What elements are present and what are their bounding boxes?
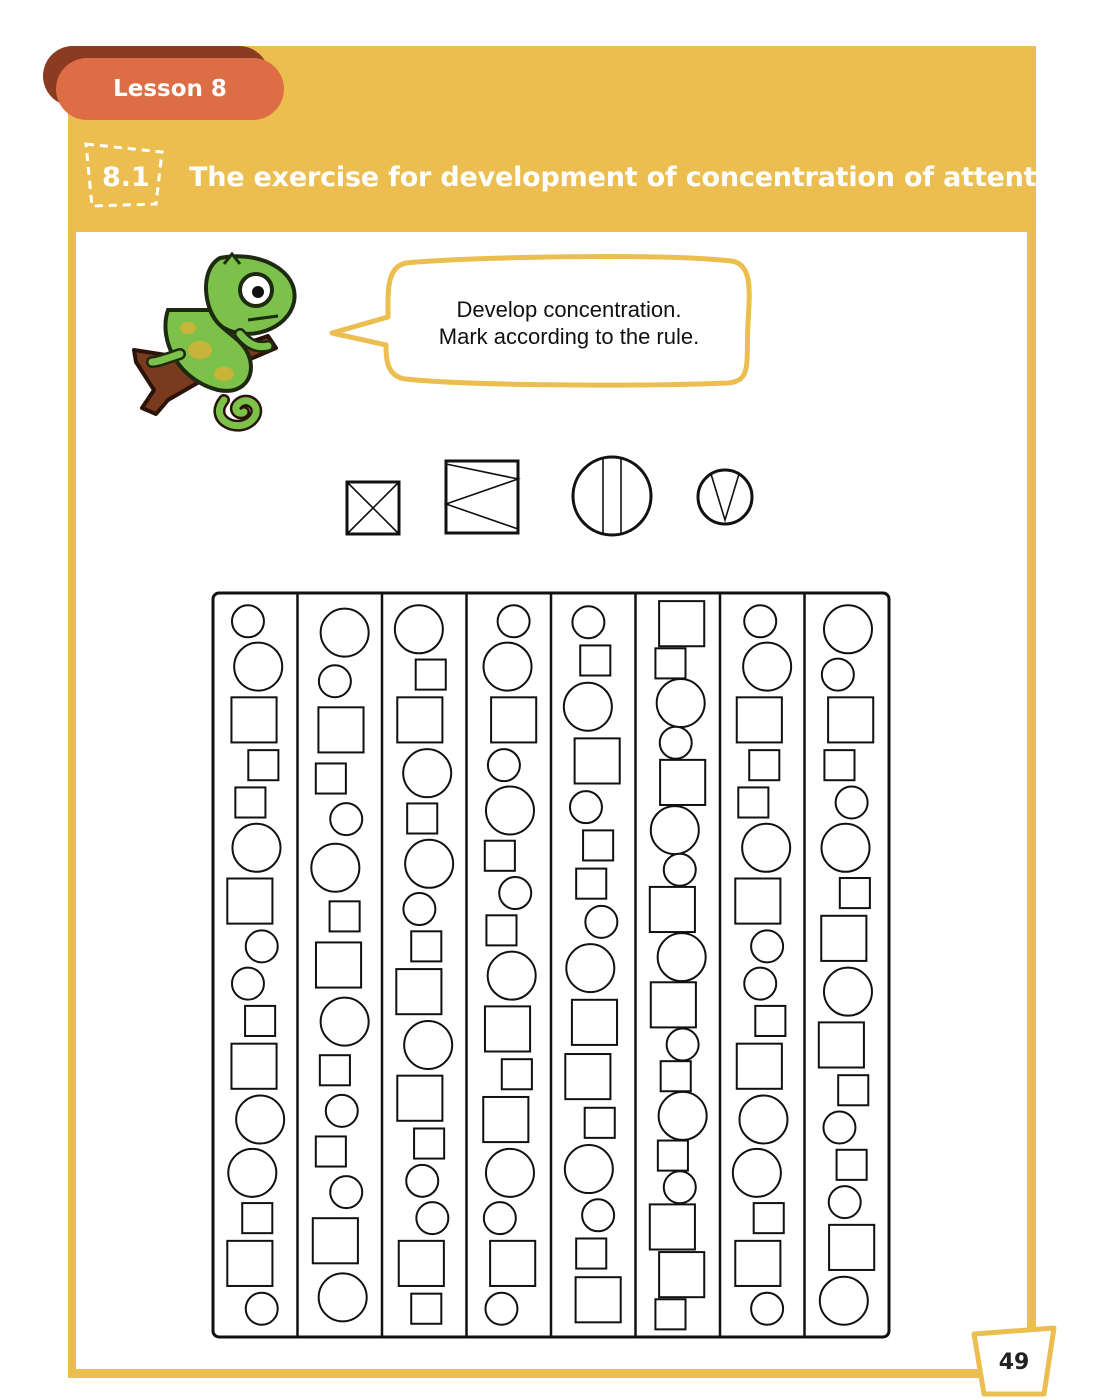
small-square[interactable]	[837, 1150, 867, 1180]
large-square[interactable]	[316, 942, 361, 987]
large-circle[interactable]	[733, 1149, 781, 1197]
large-circle[interactable]	[311, 844, 359, 892]
rule-large-circle-lines	[573, 457, 651, 535]
large-square[interactable]	[651, 982, 696, 1027]
large-circle[interactable]	[565, 1145, 613, 1193]
small-square[interactable]	[235, 787, 265, 817]
small-circle[interactable]	[751, 930, 783, 962]
small-circle[interactable]	[488, 749, 520, 781]
small-square[interactable]	[755, 1006, 785, 1036]
large-square[interactable]	[397, 1076, 442, 1121]
large-square[interactable]	[227, 1241, 272, 1286]
small-circle[interactable]	[485, 1293, 517, 1325]
large-circle[interactable]	[319, 1273, 367, 1321]
small-circle[interactable]	[829, 1186, 861, 1218]
small-square[interactable]	[658, 1141, 688, 1171]
large-square[interactable]	[318, 707, 363, 752]
large-square[interactable]	[399, 1241, 444, 1286]
small-circle[interactable]	[664, 854, 696, 886]
small-square[interactable]	[416, 660, 446, 690]
small-square[interactable]	[320, 1055, 350, 1085]
small-square[interactable]	[754, 1203, 784, 1233]
small-square[interactable]	[655, 648, 685, 678]
small-circle[interactable]	[582, 1199, 614, 1231]
large-circle[interactable]	[743, 643, 791, 691]
small-circle[interactable]	[330, 1176, 362, 1208]
page-number: 49	[998, 1350, 1030, 1375]
large-circle[interactable]	[657, 679, 705, 727]
marking-rules-legend	[340, 454, 760, 544]
large-circle[interactable]	[321, 998, 369, 1046]
large-square[interactable]	[491, 697, 536, 742]
small-circle[interactable]	[664, 1171, 696, 1203]
large-square[interactable]	[575, 738, 620, 783]
large-circle[interactable]	[486, 1149, 534, 1197]
large-square[interactable]	[737, 1044, 782, 1089]
large-square[interactable]	[572, 1000, 617, 1045]
small-square[interactable]	[485, 841, 515, 871]
large-circle[interactable]	[232, 824, 280, 872]
small-circle[interactable]	[484, 1202, 516, 1234]
small-circle[interactable]	[319, 665, 351, 697]
large-square[interactable]	[231, 1044, 276, 1089]
large-circle[interactable]	[486, 786, 534, 834]
large-square[interactable]	[828, 697, 873, 742]
exercise-number: 8.1	[102, 162, 150, 193]
lesson-label: Lesson 8	[113, 76, 227, 102]
small-square[interactable]	[576, 1238, 606, 1268]
small-square[interactable]	[738, 787, 768, 817]
large-circle[interactable]	[564, 683, 612, 731]
large-circle[interactable]	[820, 1277, 868, 1325]
large-circle[interactable]	[659, 1092, 707, 1140]
large-square[interactable]	[821, 916, 866, 961]
large-square[interactable]	[397, 697, 442, 742]
small-square[interactable]	[585, 1108, 615, 1138]
small-circle[interactable]	[232, 605, 264, 637]
small-circle[interactable]	[403, 893, 435, 925]
large-square[interactable]	[829, 1225, 874, 1270]
instruction-line-2: Mark according to the rule.	[438, 324, 700, 349]
instruction-text	[388, 296, 750, 350]
small-circle[interactable]	[499, 877, 531, 909]
rule-small-square-cross	[347, 482, 399, 534]
large-circle[interactable]	[236, 1096, 284, 1144]
large-square[interactable]	[659, 601, 704, 646]
small-square[interactable]	[838, 1075, 868, 1105]
large-square[interactable]	[659, 1252, 704, 1297]
small-square[interactable]	[502, 1059, 532, 1089]
small-circle[interactable]	[822, 659, 854, 691]
small-square[interactable]	[486, 915, 516, 945]
large-square[interactable]	[485, 1006, 530, 1051]
small-square[interactable]	[242, 1203, 272, 1233]
large-square[interactable]	[735, 1241, 780, 1286]
large-square[interactable]	[660, 760, 705, 805]
rule-large-square-zigzag	[446, 461, 518, 533]
large-circle[interactable]	[824, 605, 872, 653]
small-square[interactable]	[576, 869, 606, 899]
small-circle[interactable]	[667, 1029, 699, 1061]
large-circle[interactable]	[651, 806, 699, 854]
large-square[interactable]	[735, 878, 780, 923]
small-circle[interactable]	[330, 803, 362, 835]
small-square[interactable]	[661, 1061, 691, 1091]
small-square[interactable]	[245, 1006, 275, 1036]
small-square[interactable]	[580, 645, 610, 675]
large-square[interactable]	[396, 969, 441, 1014]
large-circle[interactable]	[405, 840, 453, 888]
exercise-title: The exercise for development of concentration of attention	[189, 162, 1083, 193]
large-square[interactable]	[576, 1277, 621, 1322]
large-square[interactable]	[490, 1241, 535, 1286]
small-circle[interactable]	[572, 606, 604, 638]
large-circle[interactable]	[658, 933, 706, 981]
large-circle[interactable]	[395, 605, 443, 653]
large-circle[interactable]	[321, 609, 369, 657]
small-square[interactable]	[583, 830, 613, 860]
small-circle[interactable]	[498, 605, 530, 637]
large-square[interactable]	[565, 1054, 610, 1099]
large-circle[interactable]	[822, 824, 870, 872]
small-square[interactable]	[749, 750, 779, 780]
small-circle[interactable]	[744, 968, 776, 1000]
large-circle[interactable]	[566, 944, 614, 992]
small-circle[interactable]	[823, 1112, 855, 1144]
small-square[interactable]	[824, 750, 854, 780]
large-circle[interactable]	[228, 1149, 276, 1197]
small-circle[interactable]	[585, 906, 617, 938]
small-circle[interactable]	[751, 1293, 783, 1325]
large-circle[interactable]	[488, 952, 536, 1000]
small-circle[interactable]	[246, 930, 278, 962]
shapes-grid[interactable]	[210, 590, 892, 1340]
large-square[interactable]	[483, 1097, 528, 1142]
small-circle[interactable]	[406, 1165, 438, 1197]
small-circle[interactable]	[416, 1202, 448, 1234]
large-square[interactable]	[231, 697, 276, 742]
small-square[interactable]	[655, 1299, 685, 1329]
large-circle[interactable]	[739, 1096, 787, 1144]
chameleon-illustration	[128, 250, 304, 432]
small-square[interactable]	[414, 1128, 444, 1158]
small-circle[interactable]	[232, 968, 264, 1000]
small-square[interactable]	[411, 1294, 441, 1324]
small-square[interactable]	[330, 901, 360, 931]
large-circle[interactable]	[234, 643, 282, 691]
large-circle[interactable]	[403, 749, 451, 797]
large-square[interactable]	[819, 1022, 864, 1067]
small-circle[interactable]	[836, 786, 868, 818]
large-circle[interactable]	[484, 643, 532, 691]
small-circle[interactable]	[660, 727, 692, 759]
large-circle[interactable]	[404, 1021, 452, 1069]
small-circle[interactable]	[744, 605, 776, 637]
small-square[interactable]	[316, 763, 346, 793]
large-square[interactable]	[313, 1218, 358, 1263]
small-square[interactable]	[248, 750, 278, 780]
lesson-tab	[56, 58, 284, 120]
small-circle[interactable]	[246, 1293, 278, 1325]
large-square[interactable]	[737, 697, 782, 742]
small-circle[interactable]	[326, 1095, 358, 1127]
small-square[interactable]	[840, 878, 870, 908]
small-square[interactable]	[407, 803, 437, 833]
large-square[interactable]	[227, 878, 272, 923]
large-circle[interactable]	[742, 824, 790, 872]
large-circle[interactable]	[824, 968, 872, 1016]
small-square[interactable]	[411, 931, 441, 961]
instruction-line-1: Develop concentration.	[456, 297, 682, 322]
large-square[interactable]	[650, 1204, 695, 1249]
small-square[interactable]	[316, 1136, 346, 1166]
rule-small-circle-v	[698, 470, 752, 524]
small-circle[interactable]	[570, 791, 602, 823]
large-square[interactable]	[650, 887, 695, 932]
